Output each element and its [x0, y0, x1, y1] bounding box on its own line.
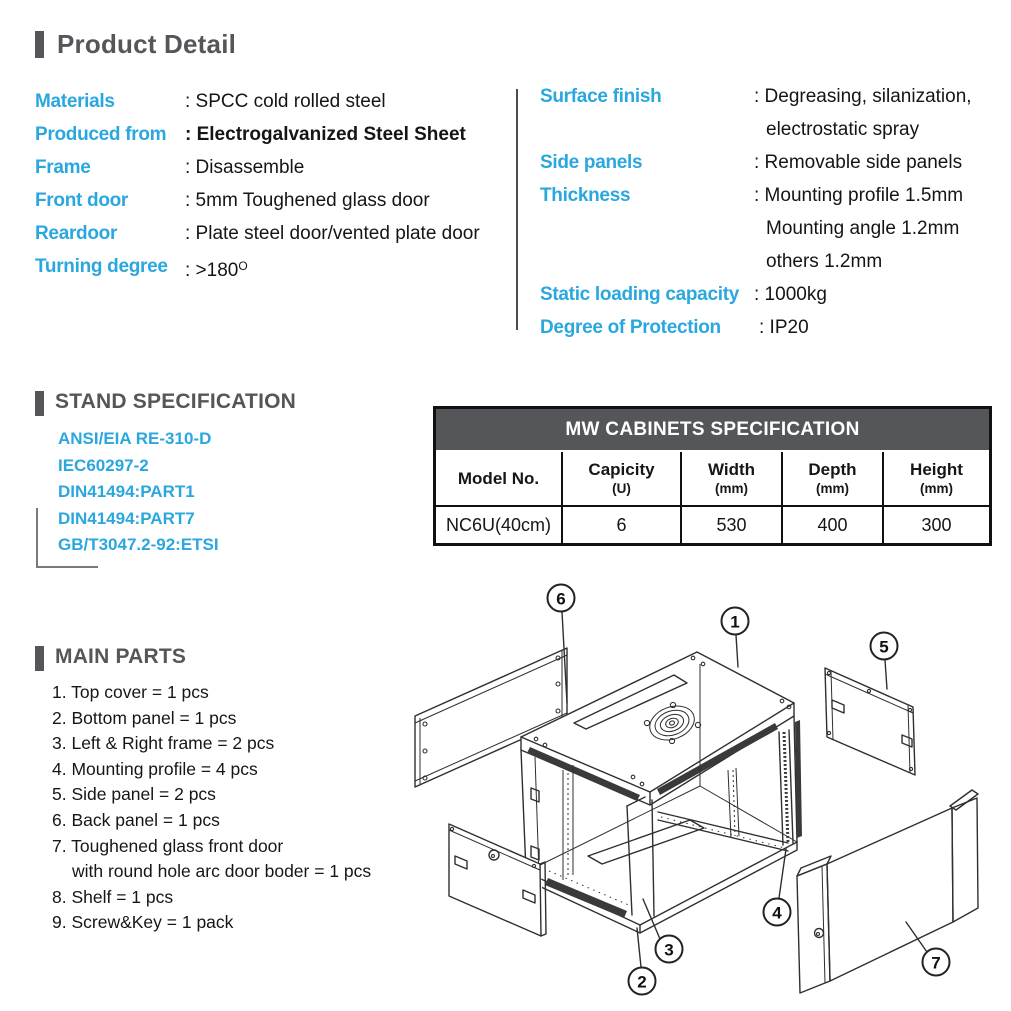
svg-text:6: 6: [556, 589, 566, 609]
part-item: 4. Mounting profile = 4 pcs: [52, 758, 258, 779]
spec-value: : Electrogalvanized Steel Sheet: [185, 124, 466, 145]
stand-spec-title: STAND SPECIFICATION: [55, 390, 297, 413]
spec-value-line: Mounting angle 1.2mm: [766, 218, 960, 239]
spec-label: Surface finish: [540, 86, 662, 107]
front-glass-door: [797, 790, 978, 993]
part-item: 5. Side panel = 2 pcs: [52, 784, 216, 805]
spec-value: : SPCC cold rolled steel: [185, 91, 386, 112]
svg-text:1: 1: [730, 612, 740, 632]
spec-label: Thickness: [540, 185, 631, 206]
spec-label: Front door: [35, 190, 129, 211]
table-title: MW CABINETS SPECIFICATION: [436, 409, 989, 450]
spec-value: : 5mm Toughened glass door: [185, 190, 430, 211]
part-item: 6. Back panel = 1 pcs: [52, 809, 220, 830]
standard-item: DIN41494:PART1: [58, 482, 195, 501]
svg-text:3: 3: [664, 940, 674, 960]
spec-value: : $>180^O$: [185, 259, 248, 281]
spec-label: Reardoor: [35, 223, 118, 244]
main-parts-title: MAIN PARTS: [55, 645, 187, 668]
part-item: 8. Shelf = 1 pcs: [52, 886, 174, 907]
spec-label: Produced from: [35, 124, 167, 145]
spec-label: Materials: [35, 91, 115, 112]
svg-text:5: 5: [879, 637, 889, 657]
column-header-model: Model No.: [436, 452, 563, 507]
cell-capacity: 6: [563, 507, 682, 543]
cell-height: 300: [921, 514, 952, 535]
part-item: 7. Toughened glass front door: [52, 835, 284, 856]
page-title: Product Detail: [57, 29, 237, 59]
standard-item: ANSI/EIA RE-310-D: [58, 429, 212, 448]
side-panel-right: [825, 668, 915, 775]
standard-item: GB/T3047.2-92:ETSI: [58, 535, 219, 554]
spec-label: Turning degree: [35, 256, 168, 277]
column-header-capacity: Capicity (U): [563, 452, 682, 507]
spec-value: : Disassemble: [185, 157, 305, 178]
cell-width: 530: [682, 507, 783, 543]
degree-superscript: O: [238, 259, 248, 273]
spec-label: Side panels: [540, 152, 643, 173]
spec-value: : Plate steel door/vented plate door: [185, 223, 480, 244]
svg-text:4: 4: [772, 903, 782, 923]
part-item: 1. Top cover = 1 pcs: [52, 682, 209, 702]
column-header-height: Height (mm): [884, 452, 989, 507]
spec-value-line: : 1000kg: [754, 284, 827, 305]
standard-item: DIN41494:PART7: [58, 508, 195, 528]
spec-value-line: : Mounting profile 1.5mm: [754, 185, 964, 206]
spec-value-line: : Removable side panels: [754, 152, 963, 173]
cell-model: NC6U(40cm): [436, 507, 563, 543]
svg-text:2: 2: [637, 972, 647, 992]
column-header-depth: Depth (mm): [783, 452, 884, 507]
spec-value-line: : Degreasing, silanization,: [754, 86, 972, 107]
cell-depth: 400: [783, 507, 884, 543]
spec-label: Frame: [35, 157, 91, 178]
spec-label: Static loading capacity: [540, 284, 739, 305]
spec-label: Degree of Protection: [540, 317, 721, 338]
part-item: 3. Left & Right frame = 2 pcs: [52, 733, 275, 754]
standard-item: IEC60297-2: [58, 455, 149, 475]
spec-value-line: others 1.2mm: [766, 251, 883, 272]
part-item: 2. Bottom panel = 1 pcs: [52, 707, 237, 728]
svg-text:7: 7: [931, 953, 941, 973]
spec-value-line: : IP20: [759, 317, 809, 338]
part-item: 9. Screw&Key = 1 pack: [52, 912, 234, 933]
spec-value-line: electrostatic spray: [766, 119, 920, 140]
part-item-continuation: with round hole arc door boder = 1 pcs: [72, 861, 372, 882]
column-header-width: Width (mm): [682, 452, 783, 507]
